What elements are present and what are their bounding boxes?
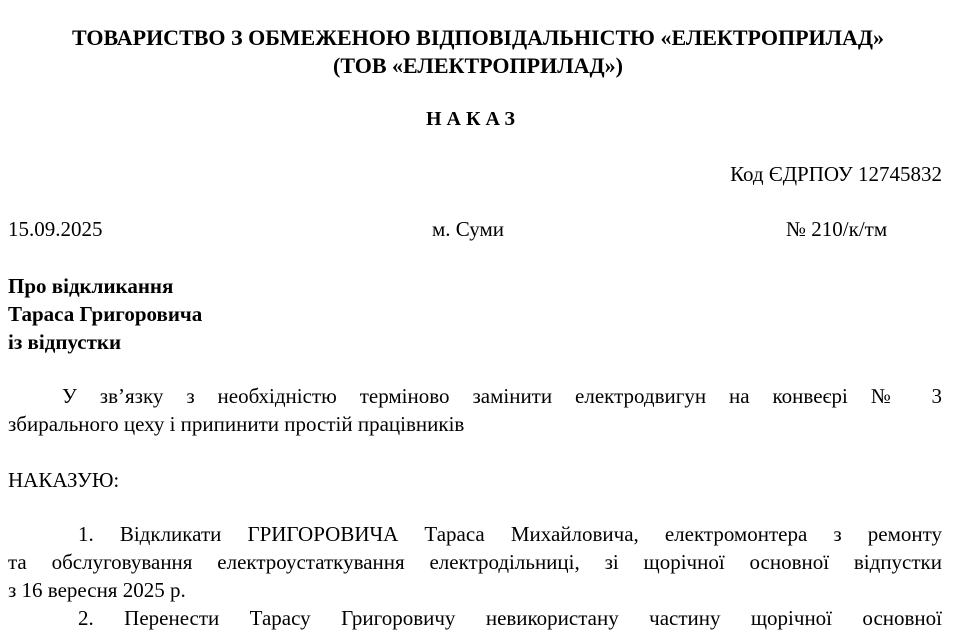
- order-keyword: НАКАЗУЮ:: [8, 468, 120, 492]
- order-date: 15.09.2025: [8, 217, 103, 241]
- company-short-name: (ТОВ «ЕЛЕКТРОПРИЛАД»): [333, 53, 623, 78]
- company-full-name: ТОВАРИСТВО З ОБМЕЖЕНОЮ ВІДПОВІДАЛЬНІСТЮ «ЕЛЕКТРОПРИЛАД»: [71, 25, 885, 50]
- preamble-line: У зв’язку з необхідністю терміново замінити електродвигун на конвеєрі № 3: [62, 384, 942, 408]
- order-item-line: 2. Перенести Тарасу Григоровичу невикористану частину щорічної основної: [78, 606, 942, 630]
- subject-line: Про відкликання: [8, 274, 174, 298]
- order-title: НАКАЗ: [425, 108, 520, 130]
- subject-line: із відпустки: [8, 330, 122, 354]
- order-city: м. Суми: [432, 217, 505, 241]
- order-subject: [8, 272, 202, 356]
- edrpou-code: Код ЄДРПОУ 12745832: [730, 162, 942, 186]
- subject-line: Тараса Григоровича: [8, 302, 203, 326]
- order-item-line: з 16 вересня 2025 р.: [8, 578, 186, 602]
- order-number: № 210/к/тм: [786, 217, 888, 241]
- order-item-line: 1. Відкликати ГРИГОРОВИЧА Тараса Михайловича, електромонтера з ремонту: [78, 522, 942, 546]
- preamble-line: збирального цеху і припинити простій працівників: [8, 412, 465, 436]
- order-item-line: та обслуговування електроустаткування електродільниці, зі щорічної основної відпустки: [8, 550, 942, 574]
